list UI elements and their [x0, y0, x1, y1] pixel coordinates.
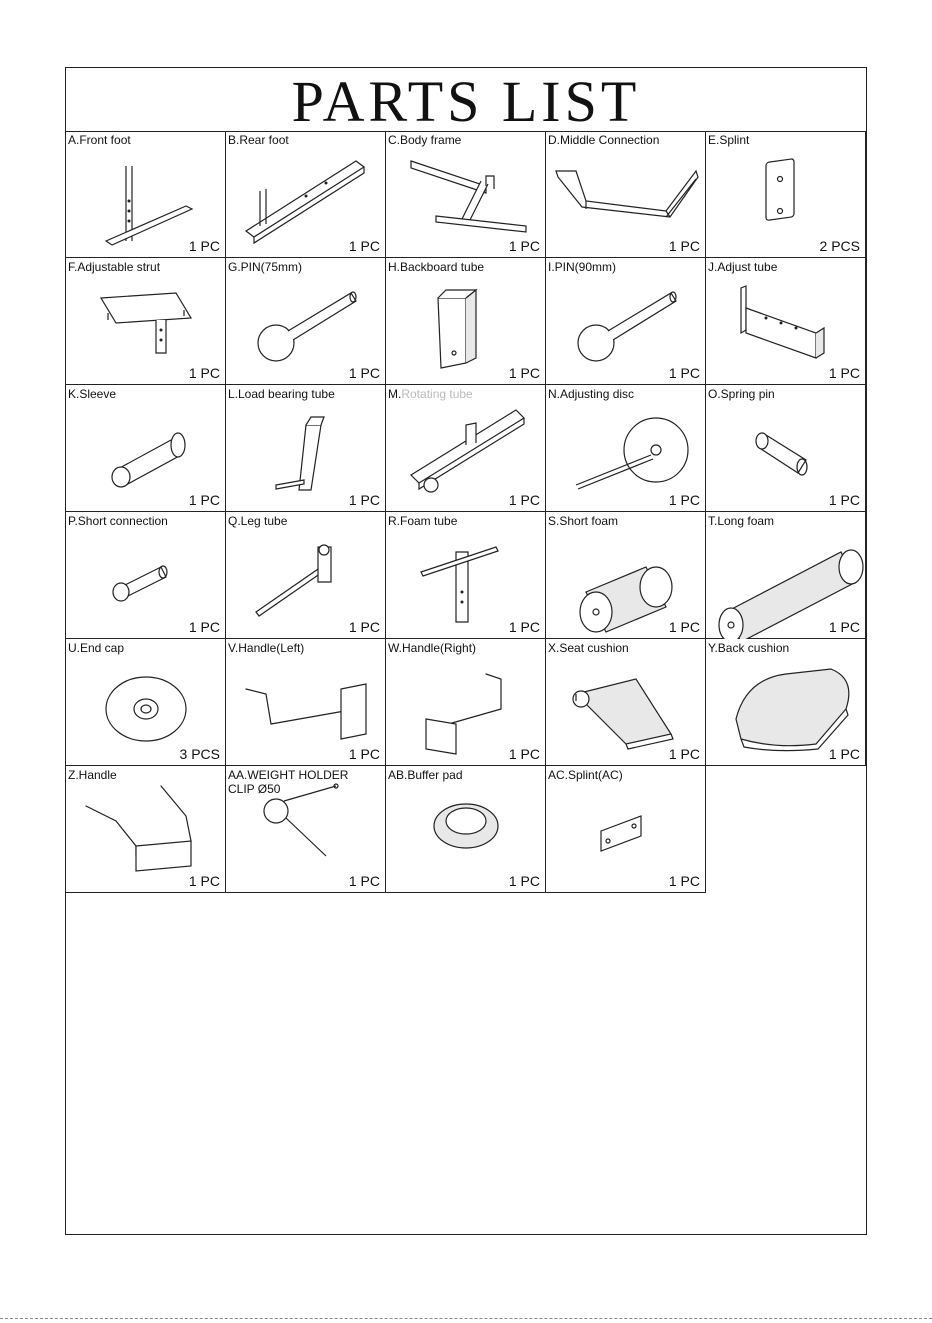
- part-cell: [66, 512, 226, 639]
- part-name: T.Long foam: [708, 514, 775, 528]
- part-cell: [546, 131, 706, 258]
- part-quantity: 3 PCS: [179, 746, 220, 762]
- part-cell: [66, 258, 226, 385]
- part-quantity: 1 PC: [188, 873, 220, 889]
- parts-list-sheet: [65, 67, 867, 1235]
- part-name: Z.Handle: [68, 768, 117, 782]
- part-cell: [706, 385, 866, 512]
- part-quantity: 1 PC: [188, 492, 220, 508]
- part-cell: [386, 639, 546, 766]
- part-name: U.End cap: [68, 641, 125, 655]
- part-cell: [66, 639, 226, 766]
- part-quantity: 1 PC: [668, 492, 700, 508]
- part-quantity: 2 PCS: [819, 238, 860, 254]
- part-name: A.Front foot: [68, 133, 131, 147]
- part-cell: [706, 131, 866, 258]
- part-quantity: 1 PC: [348, 365, 380, 381]
- title-row: [66, 68, 866, 132]
- part-name: X.Seat cushion: [548, 641, 629, 655]
- part-name: F.Adjustable strut: [68, 260, 161, 274]
- part-name: Y.Back cushion: [708, 641, 790, 655]
- part-name-faded: Rotating tube: [401, 387, 473, 401]
- part-name: V.Handle(Left): [228, 641, 305, 655]
- part-quantity: 1 PC: [508, 365, 540, 381]
- part-cell: [226, 639, 386, 766]
- part-quantity: 1 PC: [668, 746, 700, 762]
- part-quantity: 1 PC: [188, 365, 220, 381]
- part-name: W.Handle(Right): [388, 641, 477, 655]
- part-name: R.Foam tube: [388, 514, 458, 528]
- part-name: AC.Splint(AC): [548, 768, 623, 782]
- part-name: S.Short foam: [548, 514, 619, 528]
- part-quantity: 1 PC: [508, 492, 540, 508]
- part-cell: [546, 258, 706, 385]
- part-cell: [66, 385, 226, 512]
- part-name: AB.Buffer pad: [388, 768, 463, 782]
- part-quantity: 1 PC: [828, 492, 860, 508]
- part-quantity: 1 PC: [348, 746, 380, 762]
- part-quantity: 1 PC: [668, 238, 700, 254]
- part-cell: [386, 512, 546, 639]
- part-name: Q.Leg tube: [228, 514, 288, 528]
- part-quantity: 1 PC: [828, 365, 860, 381]
- part-quantity: 1 PC: [348, 492, 380, 508]
- part-name: AA.WEIGHT HOLDER CLIP Ø50: [228, 768, 349, 796]
- part-quantity: 1 PC: [348, 619, 380, 635]
- part-cell: [66, 131, 226, 258]
- part-name: N.Adjusting disc: [548, 387, 635, 401]
- part-name: K.Sleeve: [68, 387, 117, 401]
- part-quantity: 1 PC: [348, 238, 380, 254]
- part-cell: [706, 512, 866, 639]
- part-name: B.Rear foot: [228, 133, 289, 147]
- part-quantity: 1 PC: [508, 619, 540, 635]
- part-name: D.Middle Connection: [548, 133, 660, 147]
- part-cell: [546, 639, 706, 766]
- part-cell: [226, 131, 386, 258]
- part-cell: [546, 766, 706, 893]
- part-name: E.Splint: [708, 133, 750, 147]
- part-cell: [386, 258, 546, 385]
- part-cell: [706, 258, 866, 385]
- part-quantity: 1 PC: [508, 873, 540, 889]
- part-cell: [226, 766, 386, 893]
- part-cell: [66, 766, 226, 893]
- part-cell: [226, 385, 386, 512]
- part-quantity: 1 PC: [668, 365, 700, 381]
- part-quantity: 1 PC: [828, 619, 860, 635]
- part-quantity: 1 PC: [508, 746, 540, 762]
- part-cell: [386, 131, 546, 258]
- part-quantity: 1 PC: [348, 873, 380, 889]
- part-name: J.Adjust tube: [708, 260, 778, 274]
- part-cell: [226, 512, 386, 639]
- part-name: H.Backboard tube: [388, 260, 485, 274]
- part-cell: [386, 385, 546, 512]
- part-cell: [706, 639, 866, 766]
- part-quantity: 1 PC: [668, 619, 700, 635]
- part-name: G.PIN(75mm): [228, 260, 303, 274]
- part-cell: [546, 385, 706, 512]
- part-quantity: 1 PC: [668, 873, 700, 889]
- part-quantity: 1 PC: [188, 238, 220, 254]
- part-quantity: 1 PC: [188, 619, 220, 635]
- part-name: I.PIN(90mm): [548, 260, 617, 274]
- part-name: O.Spring pin: [708, 387, 775, 401]
- page-edge-divider: [0, 1318, 932, 1319]
- part-name: C.Body frame: [388, 133, 462, 147]
- part-cell: [386, 766, 546, 893]
- part-name: P.Short connection: [68, 514, 168, 528]
- part-name: L.Load bearing tube: [228, 387, 335, 401]
- part-cell: [546, 512, 706, 639]
- part-cell: [226, 258, 386, 385]
- part-quantity: 1 PC: [828, 746, 860, 762]
- part-name: M.Rotating tube: [388, 387, 473, 401]
- page-title: PARTS LIST: [291, 68, 641, 134]
- part-quantity: 1 PC: [508, 238, 540, 254]
